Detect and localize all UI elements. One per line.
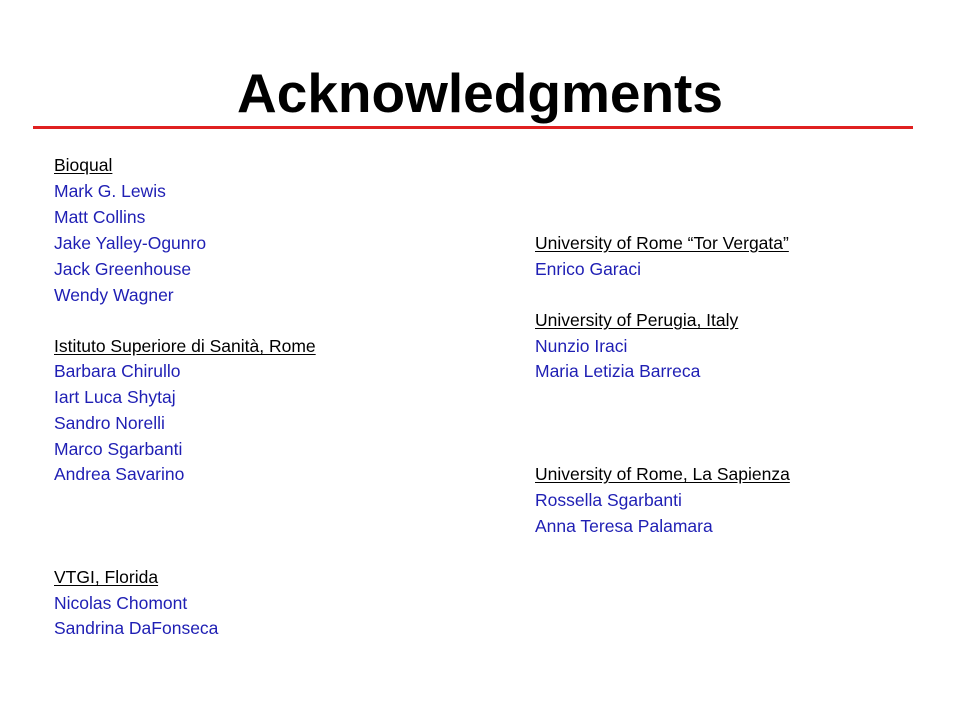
acknowledged-name: Andrea Savarino xyxy=(54,464,185,484)
acknowledged-name: Iart Luca Shytaj xyxy=(54,387,176,407)
acknowledged-name: Jack Greenhouse xyxy=(54,259,192,279)
slide-title: Acknowledgments xyxy=(237,62,723,124)
section-header-vtgi: VTGI, Florida xyxy=(54,567,159,587)
acknowledged-name: Sandrina DaFonseca xyxy=(54,618,219,638)
section-header-tor-vergata: University of Rome “Tor Vergata” xyxy=(535,233,789,253)
acknowledged-name: Nicolas Chomont xyxy=(54,593,188,613)
acknowledged-name: Anna Teresa Palamara xyxy=(535,516,713,536)
section-header-bioqual: Bioqual xyxy=(54,155,113,175)
acknowledged-name: Barbara Chirullo xyxy=(54,361,181,381)
acknowledged-name: Maria Letizia Barreca xyxy=(535,361,701,381)
acknowledged-name: Mark G. Lewis xyxy=(54,181,166,201)
acknowledged-name: Nunzio Iraci xyxy=(535,336,628,356)
acknowledged-name: Sandro Norelli xyxy=(54,413,165,433)
acknowledged-name: Marco Sgarbanti xyxy=(54,439,183,459)
section-header-iss-rome: Istituto Superiore di Sanità, Rome xyxy=(54,336,316,356)
section-header-sapienza: University of Rome, La Sapienza xyxy=(535,464,790,484)
acknowledged-name: Wendy Wagner xyxy=(54,285,174,305)
acknowledged-name: Rossella Sgarbanti xyxy=(535,490,682,510)
acknowledged-name: Jake Yalley-Ogunro xyxy=(54,233,207,253)
title-divider xyxy=(33,126,913,129)
acknowledged-name: Matt Collins xyxy=(54,207,146,227)
section-header-perugia: University of Perugia, Italy xyxy=(535,310,739,330)
acknowledged-name: Enrico Garaci xyxy=(535,259,642,279)
